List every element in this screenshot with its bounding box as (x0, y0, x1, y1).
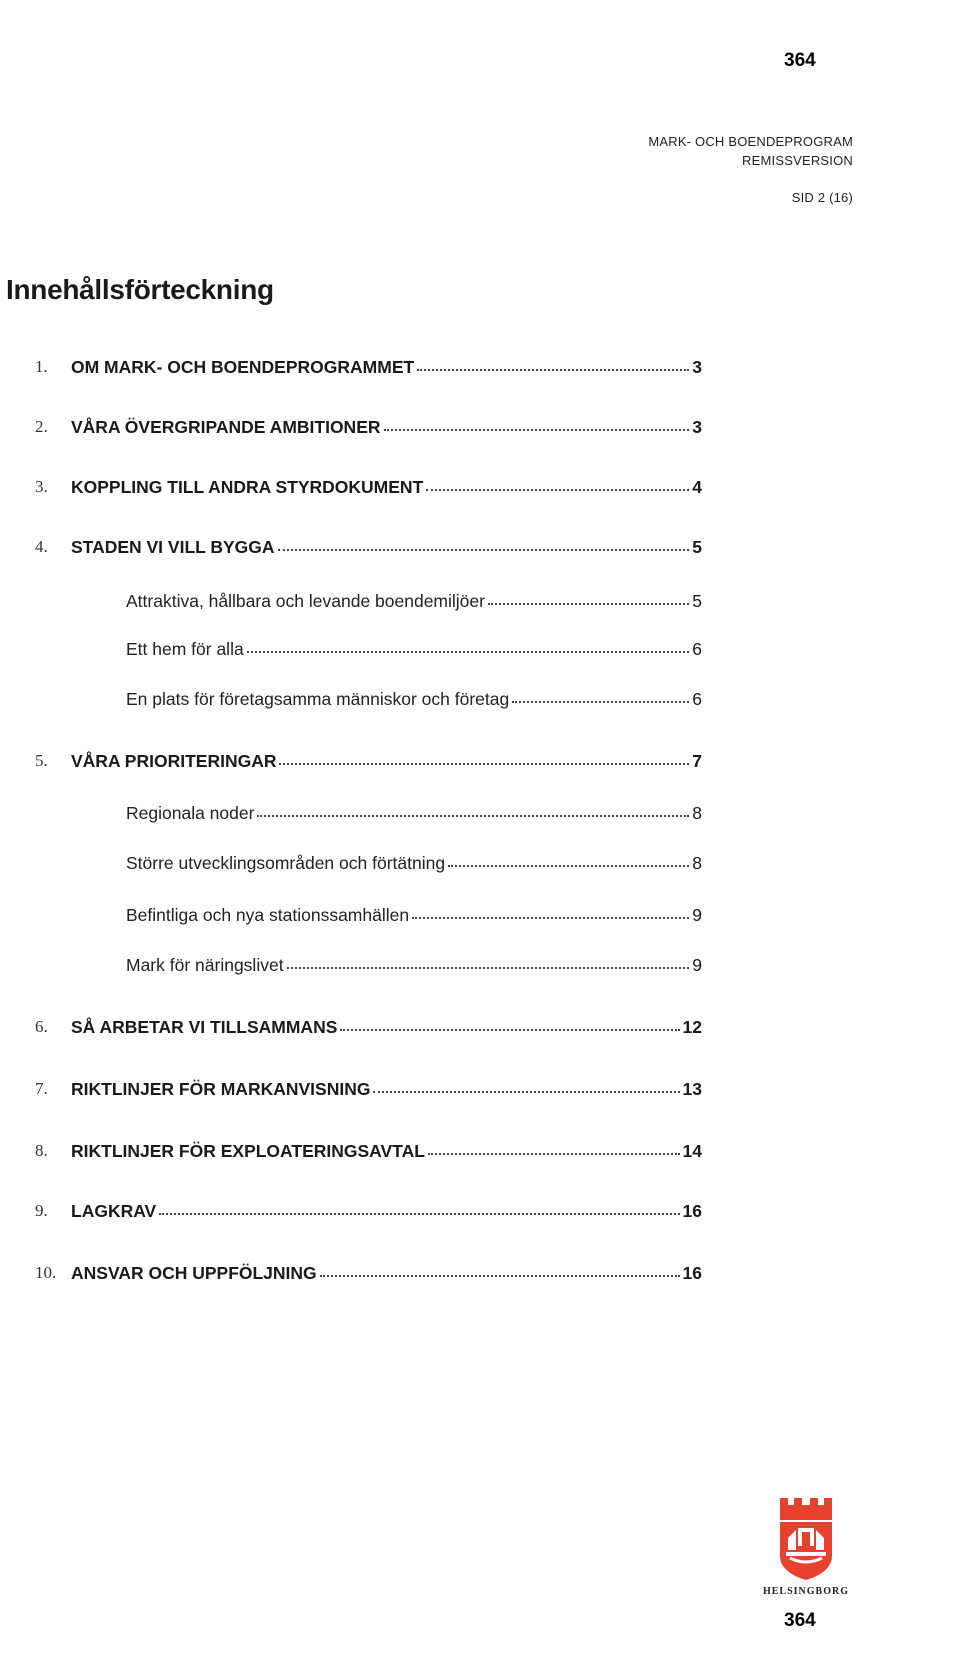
header-doc-name: MARK- OCH BOENDEPROGRAM (648, 134, 853, 149)
toc-leader-dots (247, 645, 690, 653)
toc-entry[interactable] (35, 1076, 702, 1102)
toc-entry[interactable] (35, 1138, 702, 1164)
toc-leader-dots (279, 757, 689, 765)
toc-leader-dots (428, 1147, 680, 1155)
toc-leader-dots (426, 483, 689, 491)
toc-entry-page: 9 (692, 955, 702, 975)
toc-entry-page: 3 (692, 417, 702, 437)
toc-entry-title: Befintliga och nya stationssamhällen (126, 905, 410, 925)
toc-entry[interactable] (126, 588, 702, 614)
toc-leader-dots (287, 961, 690, 969)
toc-entry-number: 1. (35, 357, 48, 376)
toc-leader-dots (412, 911, 689, 919)
toc-entry-page: 8 (692, 803, 702, 823)
toc-entry[interactable] (126, 952, 702, 978)
toc-entry[interactable] (126, 800, 702, 826)
toc-entry-title: RIKTLINJER FÖR MARKANVISNING (71, 1079, 371, 1099)
toc-leader-dots (417, 363, 689, 371)
toc-entry-title: VÅRA PRIORITERINGAR (71, 751, 277, 771)
toc-entry[interactable] (126, 636, 702, 662)
toc-entry-page: 12 (682, 1017, 702, 1037)
toc-entry[interactable] (126, 850, 702, 876)
toc-entry-number: 7. (35, 1079, 48, 1098)
toc-entry-number: 3. (35, 477, 48, 496)
page-number-top: 364 (784, 50, 816, 71)
toc-entry-title: KOPPLING TILL ANDRA STYRDOKUMENT (71, 477, 424, 497)
toc-leader-dots (373, 1085, 679, 1093)
toc-entry-number: 10. (35, 1263, 57, 1282)
logo-text: HELSINGBORG (762, 1586, 850, 1597)
toc-entry-page: 16 (682, 1263, 702, 1283)
toc-entry-page: 6 (692, 639, 702, 659)
toc-entry[interactable] (35, 1014, 702, 1040)
toc-entry-page: 16 (682, 1201, 702, 1221)
toc-entry-title: STADEN VI VILL BYGGA (71, 537, 275, 557)
toc-leader-dots (512, 695, 689, 703)
toc-entry-number: 8. (35, 1141, 48, 1160)
toc-leader-dots (159, 1207, 679, 1215)
toc-entry-page: 3 (692, 357, 702, 377)
toc-entry-title: Ett hem för alla (126, 639, 244, 659)
toc-entry-number: 9. (35, 1201, 48, 1220)
toc-entry-title: Regionala noder (126, 803, 255, 823)
toc-leader-dots (488, 597, 689, 605)
toc-leader-dots (384, 423, 690, 431)
toc-entry-title: Mark för näringslivet (126, 955, 284, 975)
toc-entry[interactable] (126, 686, 702, 712)
toc-entry-page: 4 (692, 477, 702, 497)
toc-entry-title: ANSVAR OCH UPPFÖLJNING (71, 1263, 317, 1283)
toc-entry-number: 4. (35, 537, 48, 556)
toc-entry-title: RIKTLINJER FÖR EXPLOATERINGSAVTAL (71, 1141, 425, 1161)
toc-leader-dots (448, 859, 689, 867)
toc-entry-number: 5. (35, 751, 48, 770)
helsingborg-coat-of-arms-icon (778, 1498, 834, 1580)
page-number-bottom: 364 (784, 1610, 816, 1631)
toc-entry[interactable] (35, 354, 702, 380)
toc-entry-title: VÅRA ÖVERGRIPANDE AMBITIONER (71, 417, 381, 437)
logo (762, 1498, 850, 1597)
toc-entry[interactable] (35, 1198, 702, 1224)
header-page-info: SID 2 (16) (791, 190, 853, 205)
toc-entry-page: 14 (682, 1141, 702, 1161)
toc-entry-title: En plats för företagsamma människor och företag (126, 689, 510, 709)
toc-entry-number: 2. (35, 417, 48, 436)
toc-leader-dots (340, 1023, 679, 1031)
toc-entry-page: 13 (682, 1079, 702, 1099)
toc-leader-dots (257, 809, 689, 817)
toc-entry[interactable] (35, 1260, 702, 1286)
toc-entry-page: 7 (692, 751, 702, 771)
toc-entry-page: 8 (692, 853, 702, 873)
toc-entry[interactable] (35, 748, 702, 774)
toc-entry[interactable] (35, 534, 702, 560)
toc-leader-dots (320, 1269, 680, 1277)
toc-entry-title: SÅ ARBETAR VI TILLSAMMANS (71, 1017, 338, 1037)
toc-entry[interactable] (126, 902, 702, 928)
page-title: Innehållsförteckning (6, 274, 274, 305)
header-version: REMISSVERSION (742, 153, 853, 168)
toc-entry-page: 5 (692, 591, 702, 611)
toc-entry-title: Attraktiva, hållbara och levande boendemiljöer (126, 591, 485, 611)
toc-entry-title: OM MARK- OCH BOENDEPROGRAMMET (71, 357, 415, 377)
toc-entry-page: 5 (692, 537, 702, 557)
toc-entry-page: 9 (692, 905, 702, 925)
toc-entry[interactable] (35, 414, 702, 440)
toc-entry-title: LAGKRAV (71, 1201, 157, 1221)
toc-leader-dots (278, 543, 690, 551)
toc-entry[interactable] (35, 474, 702, 500)
toc-entry-page: 6 (692, 689, 702, 709)
toc-entry-title: Större utvecklingsområden och förtätning (126, 853, 446, 873)
toc-entry-number: 6. (35, 1017, 48, 1036)
